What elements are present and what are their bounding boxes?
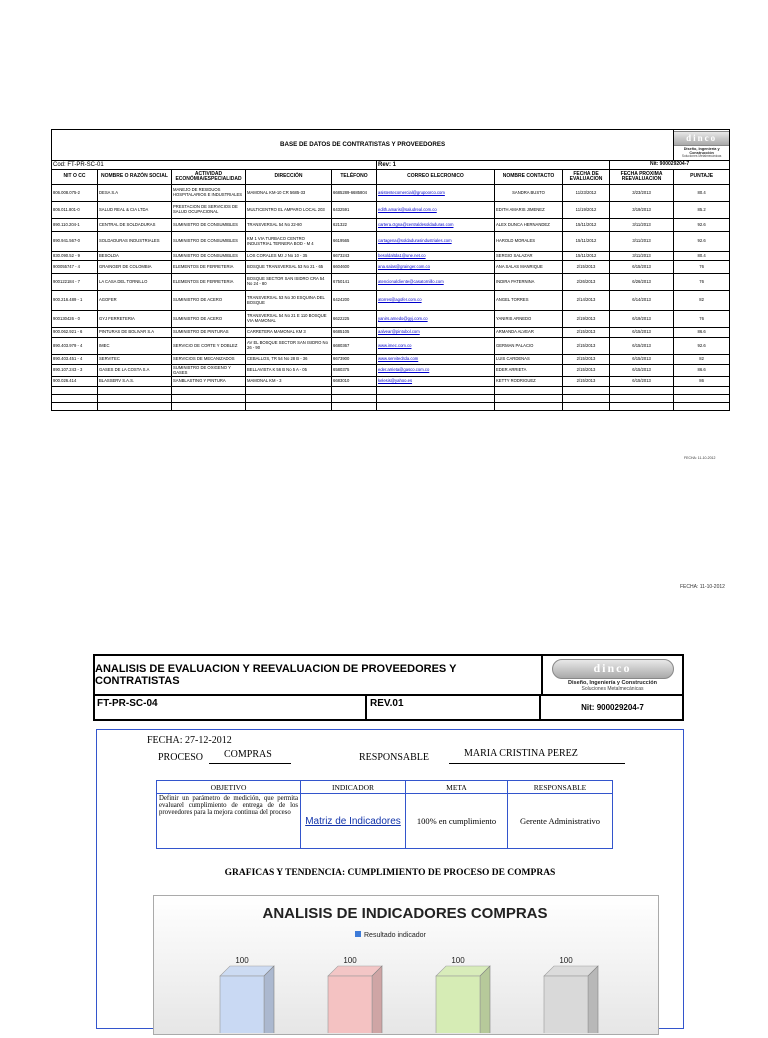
table-cell: SUMINISTRO DE ACERO <box>172 311 246 328</box>
table-cell: 2/15/2013 <box>563 338 610 355</box>
table-cell: 6/19/2013 <box>610 311 674 328</box>
table-cell: 85.2 <box>674 202 730 219</box>
chart-svg <box>154 896 657 1033</box>
fecha-label: FECHA: 27-12-2012 <box>147 735 232 746</box>
email-link[interactable]: atencionalcliente@casatornillo.com <box>377 274 495 291</box>
table-cell: ELEMENTOS DE FERRETERIA <box>172 261 246 274</box>
table-cell: 86.6 <box>674 365 730 377</box>
table-cell: GASES DE LA COSTA S.A <box>98 365 172 377</box>
table-cell: IMEC <box>98 338 172 355</box>
table-cell: 2/15/2013 <box>563 261 610 274</box>
dinco-logo <box>675 131 728 159</box>
indicador-header: INDICADOR <box>301 781 406 794</box>
email-link[interactable]: ana.salas@grainger.com.co <box>377 261 495 274</box>
indicator-table <box>156 780 613 849</box>
table-cell: SUMINISTRO DE OXIGENO Y GASES <box>172 365 246 377</box>
table-cell: 2/14/2013 <box>563 291 610 311</box>
table-row <box>52 185 730 202</box>
email-link[interactable]: besoldaltda1@une.net.co <box>377 252 495 261</box>
table-cell: AGOFER <box>98 291 172 311</box>
table-cell: DESA S.A <box>98 185 172 202</box>
email-link[interactable]: cartagena@soldadurasindustriales.com <box>377 232 495 252</box>
responsable-label: RESPONSABLE <box>359 752 430 763</box>
table-cell: 6685289-6685804 <box>332 185 377 202</box>
col-header: DIRECCIÓN <box>246 170 332 185</box>
table-cell: 6673900 <box>332 355 377 365</box>
indicador-link[interactable]: Matriz de Indicadores <box>301 794 406 849</box>
table-cell: 6619565 <box>332 232 377 252</box>
table-row <box>52 355 730 365</box>
table-cell: 11/19/2012 <box>563 202 610 219</box>
table-cell: 6424200 <box>332 291 377 311</box>
table-cell: 92.6 <box>674 232 730 252</box>
table-cell: 890.403.451 - 4 <box>52 355 98 365</box>
table-row <box>52 365 730 377</box>
table-cell: SERVITEC <box>98 355 172 365</box>
col-header: ACTIVIDAD ECONÓMIA/ESPECIALIDAD <box>172 170 246 185</box>
doc2-title: ANALISIS DE EVALUACION Y REEVALUACION DE PROVEEDORES Y CONTRATISTAS <box>95 656 543 696</box>
table-cell: 82 <box>674 355 730 365</box>
logo2-subtitle: Diseño, Ingeniería y Construcción <box>568 679 657 686</box>
table-cell: LA CASA DEL TORNILLO <box>98 274 172 291</box>
table-cell: 6432591 <box>332 202 377 219</box>
bar-data-label: 100 <box>559 956 573 965</box>
table-row <box>52 219 730 232</box>
email-link[interactable]: aalvear@pintubol.com <box>377 328 495 338</box>
table-cell: 890.107.243 - 3 <box>52 365 98 377</box>
table-cell: ANGEL TORRES <box>495 291 563 311</box>
bar-data-label: 100 <box>451 956 465 965</box>
col-header: NOMBRE O RAZÓN SOCIAL <box>98 170 172 185</box>
table-cell: HAROLD MORALES <box>495 232 563 252</box>
table-cell: SUMINISTRO DE PINTURAS <box>172 328 246 338</box>
table-cell: 80.4 <box>674 185 730 202</box>
email-link[interactable]: atorres@agofer.com.co <box>377 291 495 311</box>
table-cell: INDIRA PATERNINA <box>495 274 563 291</box>
table-cell: EDER ARRIETA <box>495 365 563 377</box>
table-cell: 86.6 <box>674 328 730 338</box>
table-cell: 80.4 <box>674 252 730 261</box>
proceso-value: COMPRAS <box>224 749 272 760</box>
col-header: NOMBRE CONTACTO <box>495 170 563 185</box>
email-link[interactable]: www.servitecltda.com <box>377 355 495 365</box>
doc1-cod: Cod: FT-PR-SC-01 <box>52 161 377 170</box>
meta-header: META <box>406 781 508 794</box>
doc2-nit: Nit: 900029204-7 <box>581 703 644 712</box>
table-cell: 890.403.979 - 4 <box>52 338 98 355</box>
table-cell: 6580375 <box>332 365 377 377</box>
col-header: NIT O CC <box>52 170 98 185</box>
evaluation-body <box>96 729 684 1029</box>
table-cell: 76 <box>674 311 730 328</box>
table-cell: 6/15/2013 <box>610 328 674 338</box>
table-cell: 830.090.52 - 9 <box>52 252 98 261</box>
table-cell: 6/15/2013 <box>610 355 674 365</box>
table-cell: 900055747 - 4 <box>52 261 98 274</box>
table-cell: 900.216.489 - 1 <box>52 291 98 311</box>
table-cell: 92.6 <box>674 338 730 355</box>
table-cell: SANDRA BUSTO <box>495 185 563 202</box>
logo2-subtitle-2: Soluciones Metalmecánicas <box>581 685 644 692</box>
legend-label: Resultado indicador <box>364 932 426 939</box>
table-cell: YANIRIS ARNEDO <box>495 311 563 328</box>
table-cell: TRANSVERSAL 54 No 21 E 110 BOSQUE VIA MAMONAL <box>246 311 332 328</box>
table-cell: SUMINISTRO DE CONSUMIBLES <box>172 219 246 232</box>
table-cell: KETTY RODRIGUEZ <box>495 377 563 387</box>
table-cell: BOSQUE TRANSVERSAL 53 No 21 - 65 <box>246 261 332 274</box>
table-cell: 6/15/2013 <box>610 377 674 387</box>
table-cell: PINTURAS DE BOLIVAR S.A <box>98 328 172 338</box>
table-cell: ARMANDA ALVEAR <box>495 328 563 338</box>
table-cell: 11/23/2012 <box>563 185 610 202</box>
table-row <box>52 232 730 252</box>
table-row <box>52 311 730 328</box>
table-cell: 86 <box>674 377 730 387</box>
table-cell: 2/26/2013 <box>563 274 610 291</box>
table-cell: ELEMENTOS DE FERRETERIA <box>172 274 246 291</box>
table-cell: MULTICENTRO EL AMPARO LOCAL 203 <box>246 202 332 219</box>
table-cell: CARRETERA MAMONAL KM 3 <box>246 328 332 338</box>
email-link[interactable]: www.imec.com.co <box>377 338 495 355</box>
table-cell: LUIS CARDENAS <box>495 355 563 365</box>
table-cell: SUMINISTRO DE CONSUMIBLES <box>172 232 246 252</box>
table-cell: 6/26/2013 <box>610 274 674 291</box>
contractors-table <box>51 129 730 411</box>
logo-subtitle: Diseño, Ingeniería y Construcción <box>683 147 720 156</box>
table-cell: TRANSVERSAL 54 No 22-80 <box>246 219 332 232</box>
col-header: FECHA PROXIMA REEVALUACION <box>610 170 674 185</box>
table-cell: BOSQUE SECTOR SAN ISIDRO CRA 54 No 24 - 80 <box>246 274 332 291</box>
table-cell: 6673243 <box>332 252 377 261</box>
table-cell: 2/15/2013 <box>563 355 610 365</box>
table-cell: KM 1 VIA TURBACO CENTRO INDUSTRIAL TERNERA BOD - M 4 <box>246 232 332 252</box>
table-cell: CEBALLOS, TR 54 No 28 B - 36 <box>246 355 332 365</box>
table-cell: PRESTACION DE SERVICIOS DE SALUD OCUPACIONAL <box>172 202 246 219</box>
bar-data-label: 100 <box>343 956 357 965</box>
bar <box>436 976 480 1033</box>
table-cell: BESOLDA <box>98 252 172 261</box>
doc1-footer-date: FECHA: 11-10-2012 <box>684 456 716 460</box>
table-cell: 6/15/2013 <box>610 261 674 274</box>
table-cell: 2/15/2013 <box>563 328 610 338</box>
table-cell: MAMONAL KM-10 CR 5685-33 <box>246 185 332 202</box>
table-cell: SUMINISTRO DE ACERO <box>172 291 246 311</box>
table-cell: MANEJO DE RESIDUOS HOSPITALARIOS E INDUSTRIALES <box>172 185 246 202</box>
table-cell: SALUD REAL & CIA LTDA <box>98 202 172 219</box>
table-cell: 92.6 <box>674 219 730 232</box>
email-link[interactable]: eder.arrieta@gasco.com.co <box>377 365 495 377</box>
email-link[interactable]: yanirs.arnedo@gyj.com.co <box>377 311 495 328</box>
table-cell: SUMINISTRO DE CONSUMIBLES <box>172 252 246 261</box>
table-cell: 2/19/2013 <box>563 311 610 328</box>
table-cell: 3/11/2013 <box>610 252 674 261</box>
doc2-cod: FT-PR-SC-04 <box>97 698 158 709</box>
legend-swatch <box>355 931 361 937</box>
dinco-logo-mark: dinco <box>674 131 730 146</box>
table-cell: MAMONAL KM - 3 <box>246 377 332 387</box>
table-cell: 900.026.414 <box>52 377 98 387</box>
table-cell: 806.011.801-0 <box>52 202 98 219</box>
chart-title: ANALISIS DE INDICADORES COMPRAS <box>262 905 548 922</box>
table-cell: 900130426 - 0 <box>52 311 98 328</box>
table-cell: 890.941.567-0 <box>52 232 98 252</box>
graph-section-title: GRAFICAS Y TENDENCIA: CUMPLIMIENTO DE PROCESO DE COMPRAS <box>224 868 556 878</box>
table-cell: SERGIO SALAZAR <box>495 252 563 261</box>
doc1-rev: Rev: 1 <box>377 161 610 170</box>
table-row <box>52 338 730 355</box>
table-cell: 6622225 <box>332 311 377 328</box>
table-cell: 6750141 <box>332 274 377 291</box>
table-cell: SOLDADURAS INDUSTRIALES <box>98 232 172 252</box>
table-cell: 6604600 <box>332 261 377 274</box>
table-cell: BLASSERV S.A.S. <box>98 377 172 387</box>
responsable-value: MARIA CRISTINA PEREZ <box>464 748 578 759</box>
table-cell: GERMAN PALACIO <box>495 338 563 355</box>
col-header: TELÉFONO <box>332 170 377 185</box>
table-cell: SANBLASTING Y PINTURA <box>172 377 246 387</box>
table-cell: 6680367 <box>332 338 377 355</box>
table-row <box>52 274 730 291</box>
between-date: FECHA: 11-10-2012 <box>680 584 725 590</box>
bar-side <box>480 966 490 1033</box>
table-cell: 15/11/2012 <box>563 252 610 261</box>
table-cell: ALEX DUNCA HERNANDEZ <box>495 219 563 232</box>
table-row <box>52 202 730 219</box>
table-cell: 76 <box>674 261 730 274</box>
table-row <box>52 328 730 338</box>
email-link[interactable]: asistentecomercial@grupoorco.com <box>377 185 495 202</box>
table-cell: 3/23/2013 <box>610 185 674 202</box>
table-cell: 6685105 <box>332 328 377 338</box>
evaluation-header <box>93 654 684 721</box>
bar-side <box>264 966 274 1033</box>
responsable-underline <box>449 763 625 764</box>
email-link[interactable]: kelesis@yahoo.es <box>377 377 495 387</box>
table-row <box>52 261 730 274</box>
table-cell: LOS CORALES Mz J No 10 - 35 <box>246 252 332 261</box>
indicators-chart <box>153 895 659 1035</box>
table-cell: 6/14/2013 <box>610 291 674 311</box>
table-cell: 15/11/2012 <box>563 219 610 232</box>
table-cell: 6/15/2013 <box>610 365 674 377</box>
table-cell: 2/15/2013 <box>563 365 610 377</box>
table-cell: GRAINGER DE COLOMBIA <box>98 261 172 274</box>
table-cell: ANA SALAS MANRIQUE <box>495 261 563 274</box>
bar-side <box>372 966 382 1033</box>
table-cell: 82 <box>674 291 730 311</box>
bar-side <box>588 966 598 1033</box>
table-cell: 3/19/2013 <box>610 202 674 219</box>
table-cell: 621322 <box>332 219 377 232</box>
bar <box>544 976 588 1033</box>
table-cell: 6/15/2013 <box>610 338 674 355</box>
responsable-header: RESPONSABLE <box>508 781 613 794</box>
doc1-title: BASE DE DATOS DE CONTRATISTAS Y PROVEEDORES <box>52 130 674 161</box>
col-header: CORREO ELECRONICO <box>377 170 495 185</box>
doc1-logo-cell <box>674 130 730 161</box>
table-cell: 3/11/2013 <box>610 232 674 252</box>
table-cell: EDITH AMARIS JIMENEZ <box>495 202 563 219</box>
logo-subtitle-2: Soluciones Metalmecánicas <box>681 154 722 159</box>
table-cell: 3/11/2013 <box>610 219 674 232</box>
table-row <box>52 291 730 311</box>
table-cell: GYJ FERRETERIA <box>98 311 172 328</box>
bar-data-label: 100 <box>235 956 249 965</box>
table-cell: 900.062.921 - 6 <box>52 328 98 338</box>
table-cell: 6683010 <box>332 377 377 387</box>
table-cell: 76 <box>674 274 730 291</box>
table-cell: CENTRAL DE SOLDADURAS <box>98 219 172 232</box>
bar <box>328 976 372 1033</box>
table-cell: SERVICIOS DE MECANIZADOS <box>172 355 246 365</box>
meta-text: 100% en cumplimiento <box>406 794 508 849</box>
table-cell: 900122184 - 7 <box>52 274 98 291</box>
table-row <box>52 377 730 387</box>
bar <box>220 976 264 1033</box>
table-cell: 806.008.075-2 <box>52 185 98 202</box>
email-link[interactable]: cartera.ctgna@centraldesoldaduras.com <box>377 219 495 232</box>
proceso-underline <box>209 763 291 764</box>
table-cell: 890.110.204-1 <box>52 219 98 232</box>
col-header: FECHA DE EVALUACION <box>563 170 610 185</box>
objetivo-header: OBJETIVO <box>157 781 301 794</box>
table-cell: AV EL BOSQUE SECTOR SAN ISIDRO No 26 - 90 <box>246 338 332 355</box>
dinco-logo-mark-2: dinco <box>552 659 674 679</box>
table-cell: BELLAVISTA K 56 B No 5 A - 05 <box>246 365 332 377</box>
table-cell: TRANSVERSAL 53 No 30 ESQUINA DEL BOSQUE <box>246 291 332 311</box>
email-link[interactable]: edith.amaris@saludreal.com.co <box>377 202 495 219</box>
doc2-rev: REV.01 <box>365 696 541 719</box>
table-cell: 15/11/2012 <box>563 232 610 252</box>
col-header: PUNTAJE <box>674 170 730 185</box>
table-cell: 2/15/2013 <box>563 377 610 387</box>
table-cell: SERVICIO DE CORTE Y DOBLEZ <box>172 338 246 355</box>
proceso-label: PROCESO <box>158 752 204 763</box>
table-row <box>52 252 730 261</box>
doc1-nit: Nit: 900029204-7 <box>610 161 730 170</box>
objetivo-text: Definir un parámetro de medición, que permita evaluarel cumplimiento de entrega de de los proveedores para la mejora continua del proceso <box>157 794 301 849</box>
dinco-logo-2 <box>543 656 682 696</box>
responsable-text: Gerente Administrativo <box>508 794 613 849</box>
